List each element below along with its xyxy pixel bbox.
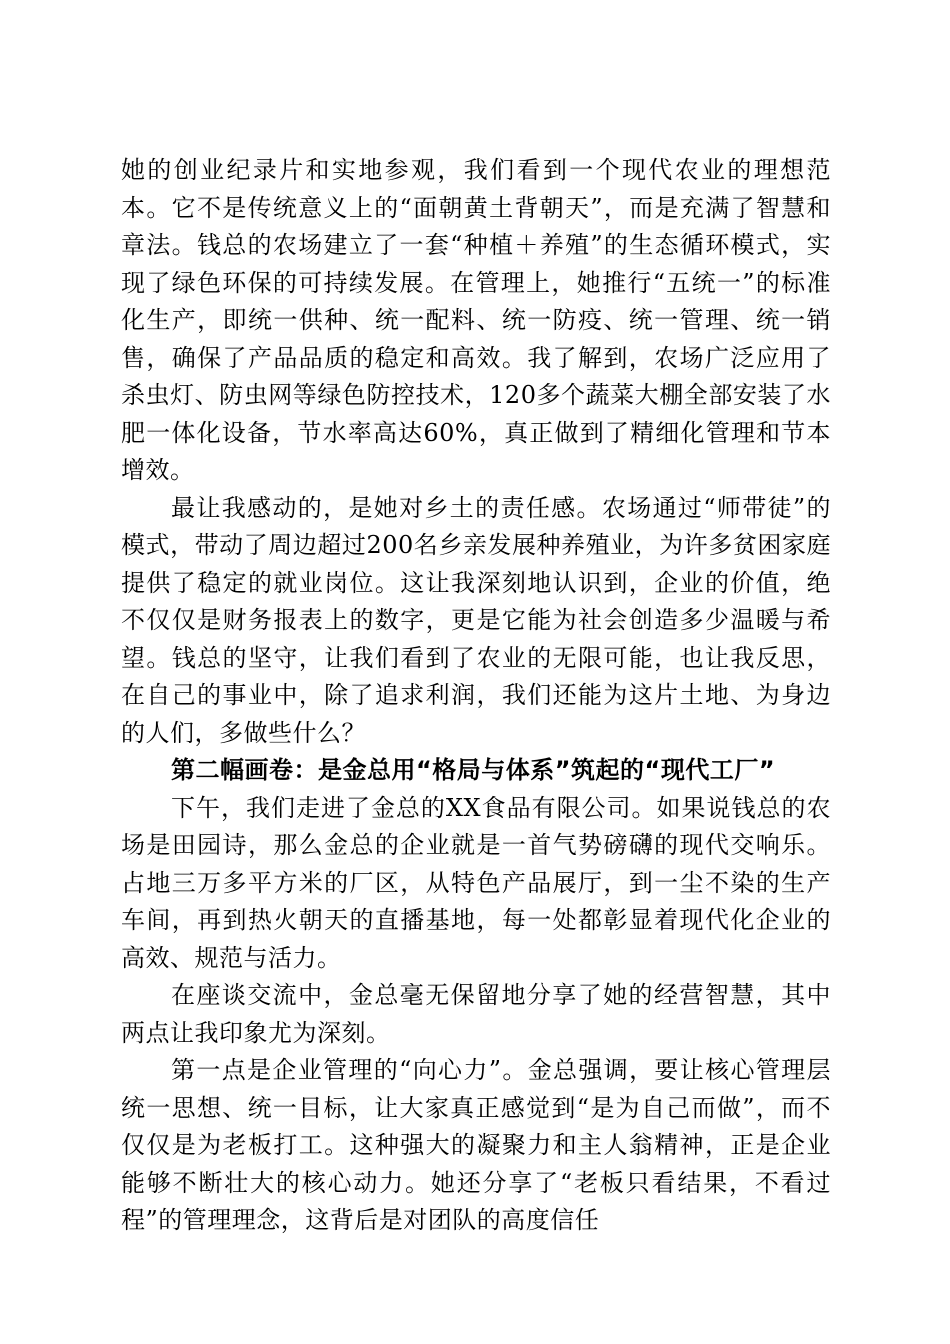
paragraph-responsibility: 最让我感动的，是她对乡土的责任感。农场通过“师带徒”的模式，带动了周边超过200名乡亲发展种养殖业，为许多贫困家庭提供了稳定的就业岗位。这让我深刻地认识到，企业的价值，绝不仅仅是财务报表上的数字，更是它能为社会创造多少温暖与希望。钱总的坚守，让我们看到了农业的无限可能，也让我反思，在自己的事业中，除了追求利润，我们还能为这片土地、为身边的人们，多做些什么？: [121, 493, 831, 747]
paragraph-management-cohesion: 第一点是企业管理的“向心力”。金总强调，要让核心管理层统一思想、统一目标，让大家真正感觉到“是为自己而做”，而不仅仅是为老板打工。这种强大的凝聚力和主人翁精神，正是企业能够不断壮大的核心动力。她还分享了“老板只看结果，不看过程”的管理理念，这背后是对团队的高度信任: [121, 1056, 831, 1234]
document-page: [121, 152, 831, 1240]
paragraph-company-visit: 下午，我们走进了金总的XX食品有限公司。如果说钱总的农场是田园诗，那么金总的企业就是一首气势磅礴的现代交响乐。占地三万多平方米的厂区，从特色产品展厅，到一尘不染的生产车间，再到热火朝天的直播基地，每一处都彰显着现代化企业的高效、规范与活力。: [121, 793, 831, 972]
section-heading-modern-factory: 第二幅画卷：是金总用“格局与体系”筑起的“现代工厂”: [171, 756, 776, 784]
paragraph-discussion: 在座谈交流中，金总毫无保留地分享了她的经营智慧，其中两点让我印象尤为深刻。: [121, 981, 831, 1047]
paragraph-farm-model: 她的创业纪录片和实地参观，我们看到一个现代农业的理想范本。它不是传统意义上的“面朝黄土背朝天”，而是充满了智慧和章法。钱总的农场建立了一套“种植＋养殖”的生态循环模式，实现了绿色环保的可持续发展。在管理上，她推行“五统一”的标准化生产，即统一供种、统一配料、统一防疫、统一管理、统一销售，确保了产品品质的稳定和高效。我了解到，农场广泛应用了杀虫灯、防虫网等绿色防控技术，120多个蔬菜大棚全部安装了水肥一体化设备，节水率高达60%，真正做到了精细化管理和节本增效。: [121, 156, 831, 484]
